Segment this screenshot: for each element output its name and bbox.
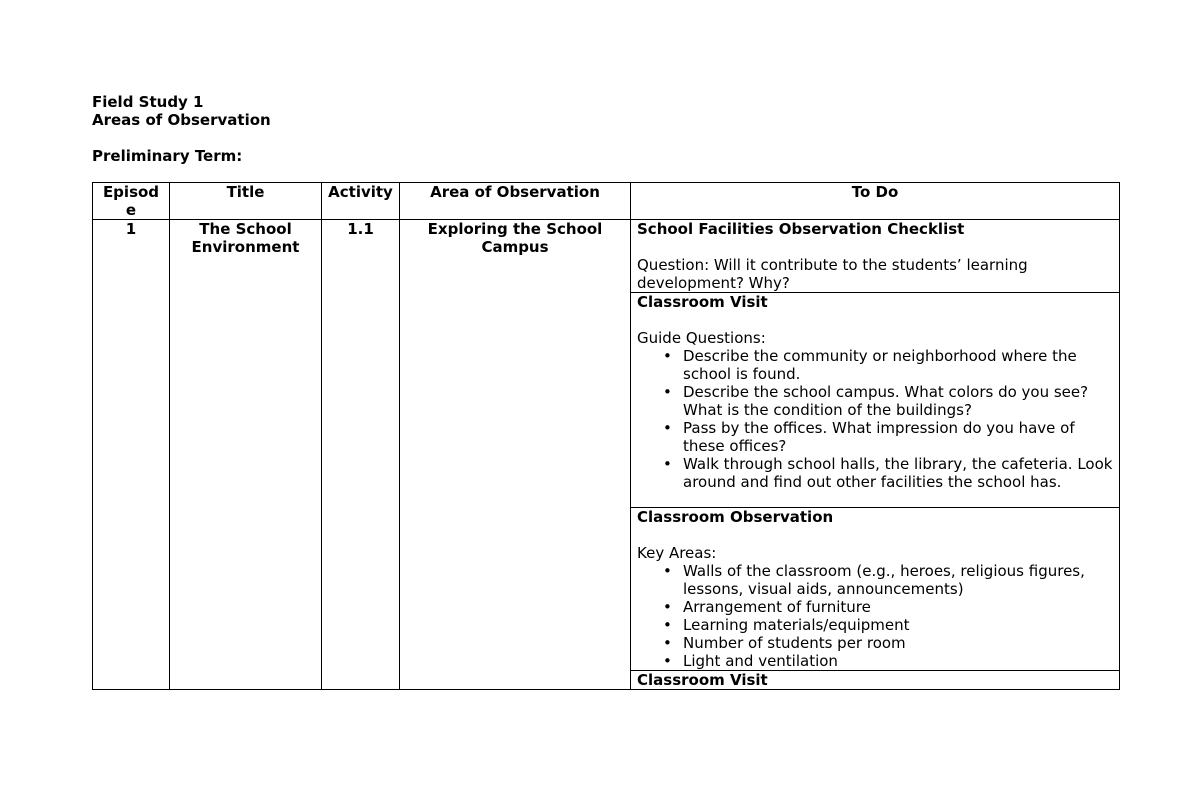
- activity-cell: 1.1: [322, 220, 400, 690]
- term-label: Preliminary Term:: [92, 147, 243, 165]
- todo-cell-classroom-visit-2: [631, 671, 1120, 690]
- todo-title: Classroom Visit: [637, 671, 768, 689]
- list-item: • Light and ventilation: [683, 652, 1113, 670]
- course-title: Field Study 1: [92, 93, 204, 111]
- guide-questions-list: [637, 347, 1113, 491]
- todo-title: Classroom Visit: [637, 293, 768, 311]
- area-cell: Exploring the School Campus: [400, 220, 631, 690]
- list-item: • Describe the community or neighborhood where the school is found.: [683, 347, 1113, 383]
- todo-question: Question: Will it contribute to the students’ learning development? Why?: [637, 256, 1028, 292]
- todo-cell-classroom-visit: [631, 293, 1120, 508]
- column-header-episode: Episode: [93, 183, 170, 220]
- list-item: • Arrangement of furniture: [683, 598, 1113, 616]
- column-header-title: Title: [170, 183, 322, 220]
- list-item: • Pass by the offices. What impression do you have of these offices?: [683, 419, 1113, 455]
- list-item: • Walk through school halls, the library, the cafeteria. Look around and find out other facilities the school has.: [683, 455, 1113, 491]
- column-header-activity: Activity: [322, 183, 400, 220]
- list-item: • Walls of the classroom (e.g., heroes, religious figures, lessons, visual aids, announcements): [683, 562, 1113, 598]
- todo-title: Classroom Observation: [637, 508, 834, 526]
- list-item: • Number of students per room: [683, 634, 1113, 652]
- observation-table: [92, 182, 1120, 690]
- table-row: [93, 220, 1120, 293]
- list-item: • Learning materials/equipment: [683, 616, 1113, 634]
- column-header-area: Area of Observation: [400, 183, 631, 220]
- column-header-todo: To Do: [631, 183, 1120, 220]
- todo-cell-classroom-observation: [631, 508, 1120, 671]
- document-title: Areas of Observation: [92, 111, 271, 129]
- document-header: [92, 93, 271, 165]
- todo-key-areas-label: Key Areas:: [637, 544, 717, 562]
- key-areas-list: [637, 562, 1113, 670]
- table-header-row: [93, 183, 1120, 220]
- episode-cell: 1: [93, 220, 170, 690]
- todo-guide-label: Guide Questions:: [637, 329, 766, 347]
- todo-title: School Facilities Observation Checklist: [637, 220, 965, 238]
- todo-cell-facilities-checklist: [631, 220, 1120, 293]
- list-item: • Describe the school campus. What colors do you see? What is the condition of the buildings?: [683, 383, 1113, 419]
- title-cell: The School Environment: [170, 220, 322, 690]
